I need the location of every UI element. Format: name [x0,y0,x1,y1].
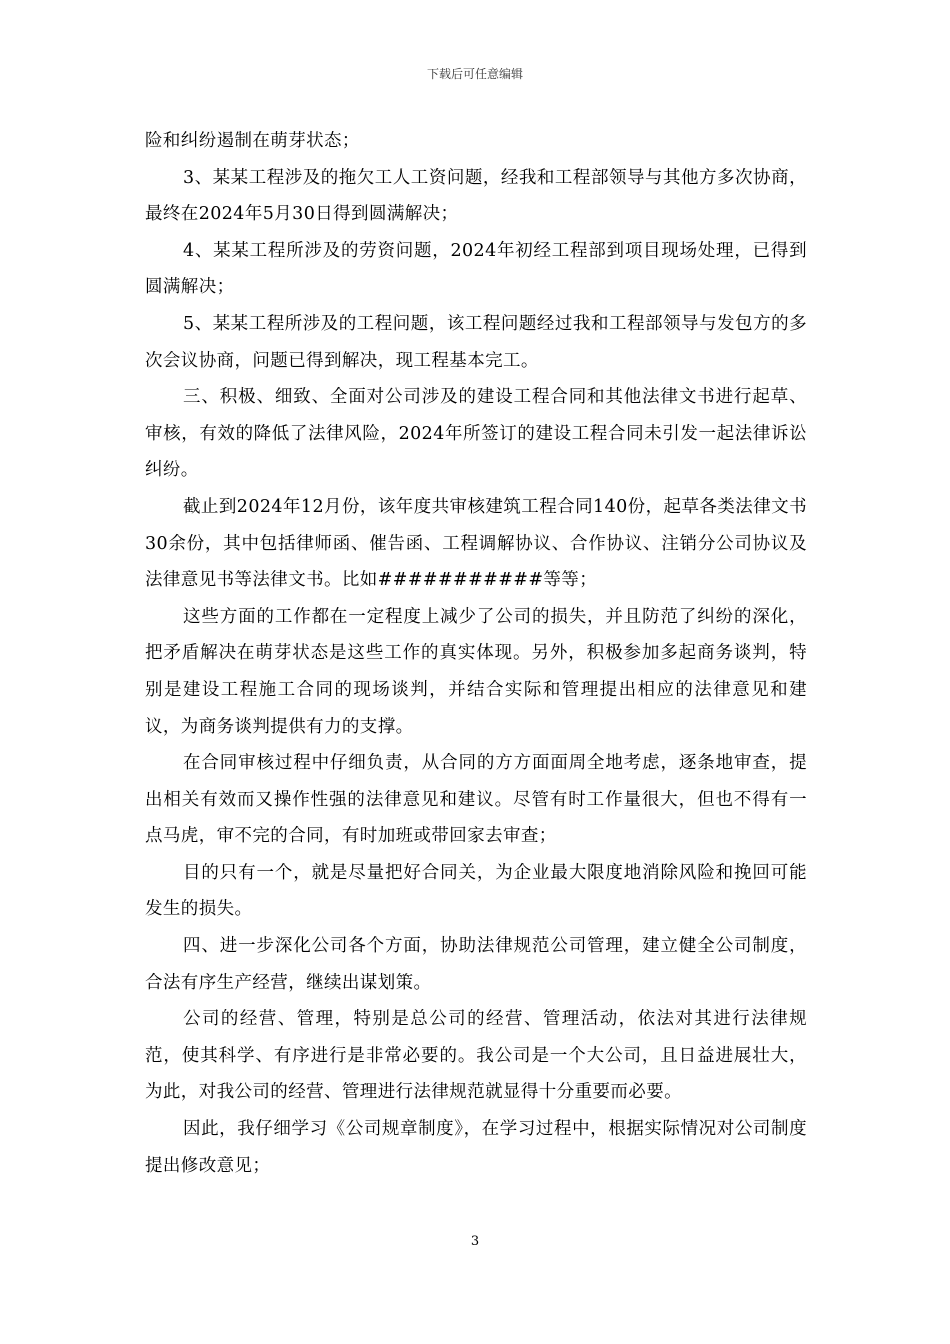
page-header: 下载后可任意编辑 [426,67,523,81]
paragraph-8: 在合同审核过程中仔细负责，从合同的方方面面周全地考虑，逐条地审查，提出相关有效而又操作性强的法律意见和建议。尽管有时工作量很大，但也不得有一点马虎，审不完的合同，有时加班或带回家去审查； [145,753,807,847]
paragraph-7: 这些方面的工作都在一定程度上减少了公司的损失，并且防范了纠纷的深化，把矛盾解决在萌芽状态是这些工作的真实体现。另外，积极参加多起商务谈判，特别是建设工程施工合同的现场谈判，并结合实际和管理提出相应的法律意见和建议，为商务谈判提供有力的支撑。 [145,606,807,737]
paragraph-4: 5、某某工程所涉及的工程问题，该工程问题经过我和工程部领导与发包方的多次会议协商，问题已得到解决，现工程基本完工。 [145,313,807,371]
paragraph-6: 截止到2024年12月份，该年度共审核建筑工程合同140份，起草各类法律文书30余份，其中包括律师函、催告函、工程调解协议、合作协议、注销分公司协议及法律意见书等法律文书。比如###########等等； [145,496,807,591]
paragraph-5: 三、积极、细致、全面对公司涉及的建设工程合同和其他法律文书进行起草、审核，有效的降低了法律风险，2024年所签订的建设工程合同未引发一起法律诉讼纠纷。 [145,387,807,481]
paragraph-2: 3、某某工程涉及的拖欠工人工资问题，经我和工程部领导与其他方多次协商，最终在2024年5月30日得到圆满解决； [145,167,807,225]
paragraph-1: 险和纠纷遏制在萌芽状态； [145,131,360,151]
document-body [145,123,807,1184]
paragraph-3: 4、某某工程所涉及的劳资问题，2024年初经工程部到项目现场处理，已得到圆满解决； [145,240,807,298]
paragraph-10: 四、进一步深化公司各个方面，协助法律规范公司管理，建立健全公司制度，合法有序生产经营，继续出谋划策。 [145,936,807,993]
paragraph-9: 目的只有一个，就是尽量把好合同关，为企业最大限度地消除风险和挽回可能发生的损失。 [145,862,807,920]
page-number: 3 [470,1234,480,1249]
paragraph-12: 因此，我仔细学习《公司规章制度》，在学习过程中，根据实际情况对公司制度提出修改意见； [145,1119,807,1176]
paragraph-11: 公司的经营、管理，特别是总公司的经营、管理活动，依法对其进行法律规范，使其科学、有序进行是非常必要的。我公司是一个大公司，且日益进展壮大，为此，对我公司的经营、管理进行法律规范就显得十分重要而必要。 [145,1009,807,1103]
